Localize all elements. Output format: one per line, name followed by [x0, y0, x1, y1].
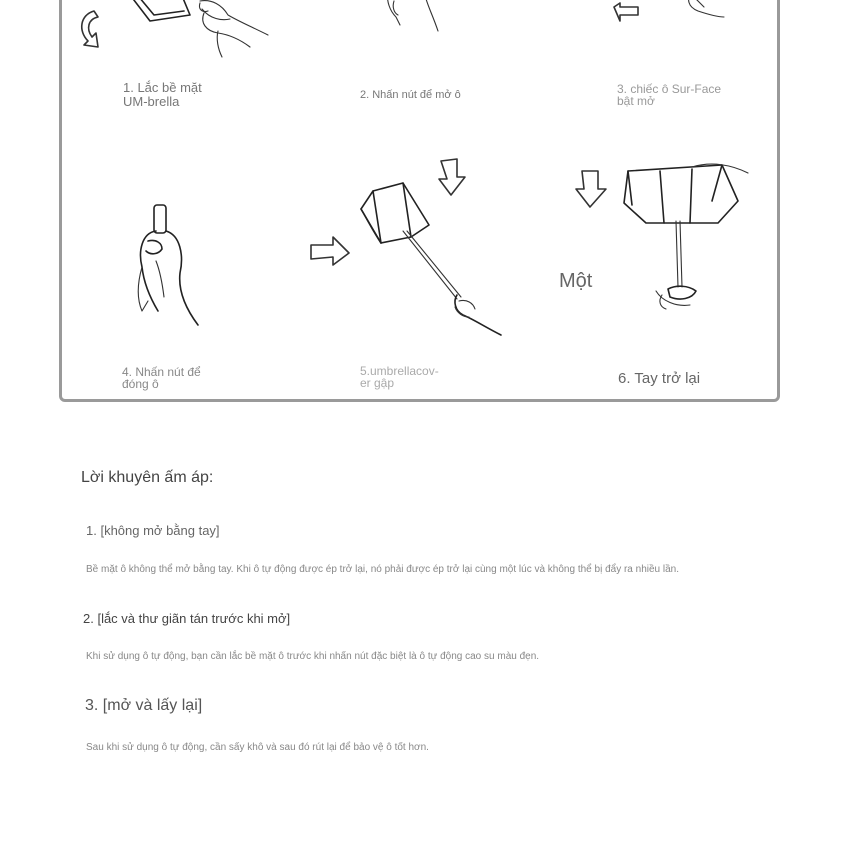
step-6-caption: 6. Tay trở lại	[618, 370, 701, 387]
tip-1-body: Bề mặt ô không thể mở bằng tay. Khi ô tự động được ép trở lại, nó phải được ép trở lại cùng một lúc và không thể bị đẩy ra nhiều lần.	[86, 564, 680, 575]
tip-1-heading: 1. [không mở bằng tay]	[86, 523, 220, 538]
tip-3-body: Sau khi sử dụng ô tự động, cần sấy khô và sau đó rút lại để bảo vệ ô tốt hơn.	[86, 742, 429, 753]
step-5-caption: 5.umbrellacov- er gập	[360, 364, 439, 390]
umbrella-opens-image	[572, 0, 742, 36]
overlay-word: Một	[559, 270, 593, 292]
step-3-caption: 3. chiếc ô Sur-Face bật mở	[617, 82, 722, 108]
step-2-caption: 2. Nhấn nút để mở ô	[360, 89, 461, 101]
hand-shaking-umbrella-image	[72, 0, 282, 71]
tip-2-heading: 2. [lắc và thư giãn tán trước khi mở]	[83, 611, 291, 626]
hand-returns-image	[572, 161, 762, 321]
tip-3-heading: 3. [mở và lấy lại]	[85, 697, 203, 714]
tips-title: Lời khuyên ấm áp:	[81, 469, 214, 486]
step-4-caption: 4. Nhấn nút để đóng ô	[122, 365, 201, 391]
hand-holding-closed-umbrella-image	[128, 201, 218, 341]
hand-pressing-button-image	[372, 0, 452, 41]
step-1-caption: 1. Lắc bề mặt UM-brella	[123, 80, 202, 109]
instruction-panel	[59, 0, 780, 402]
umbrella-cover-fold-image	[307, 151, 517, 341]
tip-2-body: Khi sử dụng ô tự động, bạn cần lắc bề mặt ô trước khi nhấn nút đặc biệt là ô tự động cao su màu đẹn.	[86, 651, 540, 662]
